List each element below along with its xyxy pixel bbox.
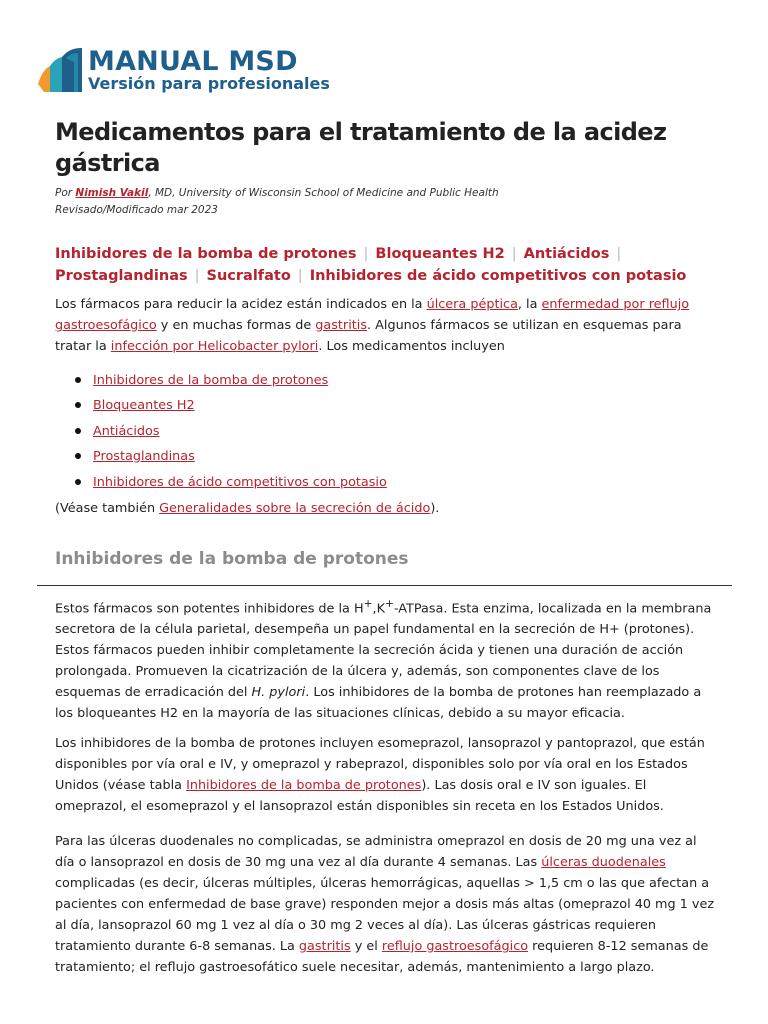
- section-heading: Inhibidores de la bomba de protones: [55, 549, 409, 569]
- ibp-paragraph-2: Los inhibidores de la bomba de protones incluyen esomeprazol, lansoprazol y pantoprazol, que están disponibles por vía oral e IV, y omeprazol y rabeprazol, disponibles solo por vía oral en los Estados Unidos (véase tabla Inhibidores de la bomba de protones). Las dosis oral e IV son iguales. El omeprazol, el esomeprazol y el lansoprazol están disponibles sin receta en los Estados Unidos.: [55, 736, 705, 814]
- toc-separator: |: [194, 268, 200, 284]
- page-title: Medicamentos para el tratamiento de la acidez gástrica: [55, 118, 667, 177]
- list-item: [93, 395, 387, 420]
- list-link-potasio[interactable]: Inhibidores de ácido competitivos con potasio: [93, 474, 387, 490]
- list-link-prostaglandinas[interactable]: Prostaglandinas: [93, 449, 195, 465]
- list-item: [93, 472, 387, 497]
- toc-link-ibp[interactable]: Inhibidores de la bomba de protones: [55, 246, 357, 262]
- link-tabla-ibp[interactable]: Inhibidores de la bomba de protones: [186, 778, 422, 793]
- link-gastritis-2[interactable]: gastritis: [298, 939, 351, 954]
- link-ulceras-duodenales[interactable]: úlceras duodenales: [541, 855, 666, 870]
- list-link-antiacidos[interactable]: Antiácidos: [93, 423, 160, 439]
- link-erge[interactable]: enfermedad por reflujo gastroesofágico: [55, 297, 690, 333]
- link-secrecion-acido[interactable]: Generalidades sobre la secreción de ácido: [159, 501, 431, 516]
- link-helicobacter[interactable]: infección por Helicobacter pylori: [110, 339, 319, 354]
- toc-separator: |: [297, 268, 303, 284]
- list-link-ibp[interactable]: Inhibidores de la bomba de protones: [93, 373, 329, 388]
- list-item: [93, 370, 387, 395]
- section-divider: [37, 585, 732, 586]
- link-ulcera-peptica[interactable]: úlcera péptica: [426, 297, 518, 312]
- author-link[interactable]: Nimish Vakil: [75, 187, 149, 199]
- toc-link-antiacidos[interactable]: Antiácidos: [523, 246, 610, 262]
- section-nav: [55, 243, 735, 287]
- byline-prefix: Por: [55, 187, 73, 199]
- toc-link-h2[interactable]: Bloqueantes H2: [375, 246, 505, 262]
- toc-separator: |: [616, 246, 622, 262]
- logo-title: MANUAL MSD: [88, 46, 298, 77]
- logo-subtitle: Versión para profesionales: [88, 74, 330, 93]
- drug-list: [93, 370, 387, 497]
- toc-link-potasio[interactable]: Inhibidores de ácido competitivos con potasio: [309, 268, 687, 284]
- link-gastritis[interactable]: gastritis: [315, 318, 367, 333]
- list-item: [93, 446, 387, 471]
- revised-date: Revisado/Modificado mar 2023: [55, 204, 218, 216]
- toc-separator: |: [363, 246, 369, 262]
- list-item: [93, 421, 387, 446]
- intro-paragraph: Los fármacos para reducir la acidez están indicados en la úlcera péptica, la enfermedad por reflujo gastroesofágico y en muchas formas de gastritis. Algunos fármacos se utilizan en esquemas para tratar la infección por Helicobacter pylori. Los medicamentos incluyen: [55, 297, 690, 354]
- link-reflujo[interactable]: reflujo gastroesofágico: [381, 939, 529, 954]
- author-affiliation: , MD, University of Wisconsin School of Medicine and Public Health: [148, 187, 499, 199]
- msd-logo-icon: [36, 44, 84, 94]
- toc-link-sucralfato[interactable]: Sucralfato: [206, 268, 291, 284]
- ibp-paragraph-1: Estos fármacos son potentes inhibidores de la H+,K+-ATPasa. Esta enzima, localizada en la membrana secretora de la célula parietal, desempeña un papel fundamental en la secreción de H+ (protones). Estos fármacos pueden inhibir completamente la secreción ácida y tienen una duración de acción prolongada. Promueven la cicatrización de la úlcera y, además, son componentes clave de los esquemas de erradicación del H. pylori. Los inhibidores de la bomba de protones han reemplazado a los bloqueantes H2 en la mayoría de las situaciones clínicas, debido a su mayor eficacia.: [55, 597, 712, 722]
- toc-separator: |: [511, 246, 517, 262]
- byline: [55, 185, 499, 219]
- ibp-paragraph-3: Para las úlceras duodenales no complicadas, se administra omeprazol en dosis de 20 mg una vez al día o lansoprazol en dosis de 30 mg una vez al día durante 4 semanas. Las úlceras duodenales complicadas (es decir, úlceras múltiples, úlceras hemorrágicas, aquellas > 1,5 cm o las que afectan a pacientes con enfermedad de base grave) responden mejor a dosis más altas (omeprazol 40 mg 1 vez al día, lansoprazol 60 mg 1 vez al día o 30 mg 2 veces al día). Las úlceras gástricas requieren tratamiento durante 6-8 semanas. La gastritis y el reflujo gastroesofágico requieren 8-12 semanas de tratamiento; el reflujo gastroesofático suele necesitar, además, mantenimiento a largo plazo.: [55, 834, 715, 975]
- toc-link-prostaglandinas[interactable]: Prostaglandinas: [55, 268, 188, 284]
- see-also: (Véase también Generalidades sobre la secreción de ácido).: [55, 501, 440, 516]
- list-link-h2[interactable]: Bloqueantes H2: [93, 398, 195, 414]
